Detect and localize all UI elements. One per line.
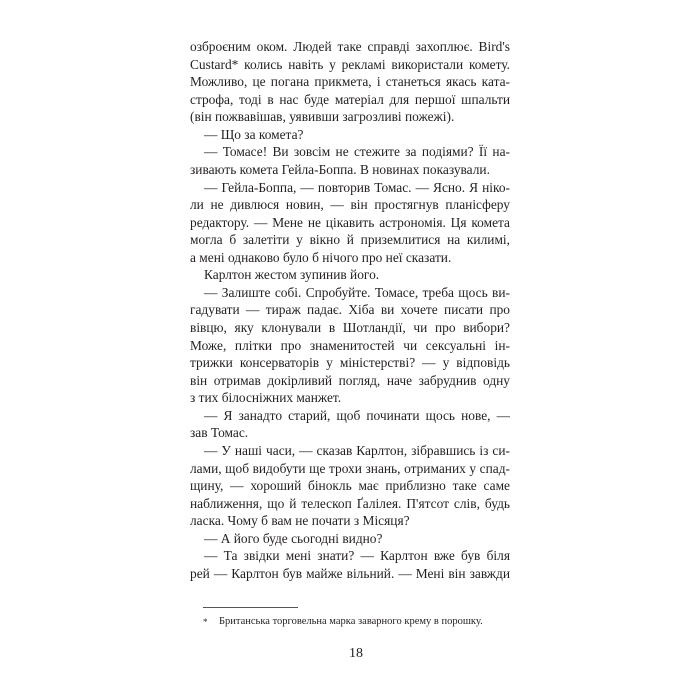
text-line: Може, плітки про знаменитостей чи сексуальні ін- (190, 337, 510, 353)
text-line: він отримав докірливий погляд, наче забруднив одну (190, 372, 510, 388)
text-line: трижки консерваторів у міністерстві? — у відповідь (190, 355, 510, 371)
text-line: гадувати — тираж падає. Хіба ви хочете писати про (190, 302, 510, 318)
text-line: Карлтон жестом зупинив його. (204, 267, 380, 283)
text-line: — Томасе! Ви зовсім не стежите за подіями? Її на- (204, 144, 510, 160)
footnote-divider (203, 607, 298, 608)
text-line: Custard* колись навіть у рекламі використали комету. (190, 56, 510, 72)
page-number: 18 (349, 646, 363, 661)
text-line: — Я занадто старий, щоб починати щось нове, — (204, 407, 510, 423)
text-line: (він пожвавішав, уявивши загрозливі пожежі). (190, 109, 455, 125)
text-line: строфа, тоді в нас буде матеріал для першої шпальти (190, 91, 510, 107)
text-line: озброєним оком. Людей таке справді захоплює. Bird's (190, 39, 510, 54)
text-line: Можливо, це погана прикмета, і станеться якась ката- (190, 74, 510, 90)
text-line: з тих білосніжних манжет. (190, 390, 342, 406)
footnote (203, 614, 483, 630)
text-line: вівцю, яку клонували в Шотландії, чи про вибори? (190, 320, 510, 335)
footnote-mark: * (203, 617, 208, 627)
text-line: — Та звідки мені знати? — Карлтон вже був біля (204, 548, 510, 564)
text-line: зав Томас. (190, 425, 249, 441)
text-line: щину, — хороший бінокль має приблизно таке саме (190, 478, 510, 494)
text-line: лами, щоб видобути ще трохи знань, отриманих у спад- (190, 460, 510, 476)
text-line: ли не дивлюся новин, — він простягнув планісферу (190, 197, 510, 213)
text-line: могла б залетіти у вікно й приземлитися на килимі, (190, 232, 510, 248)
text-line: а мені однаково було б нічого про неї сказати. (190, 249, 452, 265)
text-line: — Гейла-Боппа, — повторив Томас. — Ясно. Я ніко- (204, 179, 510, 195)
footnote-text: Британська торговельна марка заварного крему в порошку. (219, 616, 483, 627)
text-line: — А його буде сьогодні видно? (204, 530, 383, 546)
text-line: рей — Карлтон був майже вільний. — Мені він завжди (190, 565, 510, 581)
text-line: — У наші часи, — сказав Карлтон, зібравшись із си- (204, 442, 510, 458)
text-line: наближення, що й телескоп Ґалілея. П'ятсот слів, будь (190, 495, 510, 511)
body-text (190, 38, 510, 582)
text-line: — Що за комета? (204, 126, 304, 142)
text-line: — Залиште собі. Спробуйте. Томасе, треба щось ви- (204, 284, 510, 300)
text-line: ласка. Чому б вам не почати з Місяця? (190, 513, 410, 529)
text-line: редактору. — Мене не цікавить астрономія. Ця комета (190, 214, 510, 230)
text-line: зивають комета Гейла-Боппа. В новинах показували. (190, 161, 490, 177)
